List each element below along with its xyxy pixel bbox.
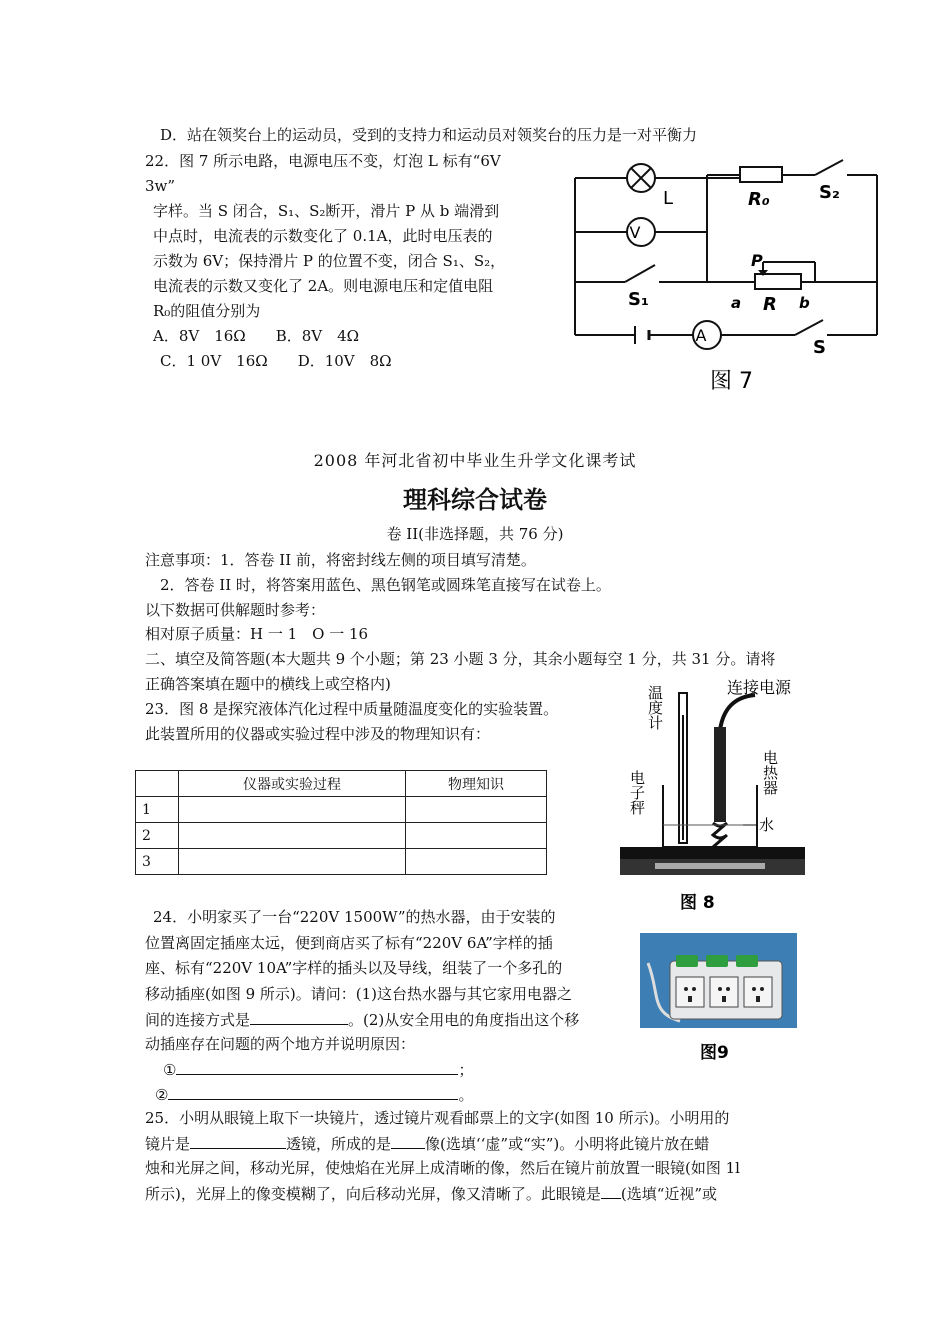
q24-line-3: 座、标有“220V 10A”字样的插头以及导线，组装了一个多孔的 <box>145 959 563 977</box>
figure-9-power-strip <box>640 933 800 1063</box>
answer-blank[interactable] <box>190 1132 286 1149</box>
q25-line-3: 烛和光屏之间，移动光屏，使烛焰在光屏上成清晰的像，然后在镜片前放置一眼镜(如图 1l <box>145 1159 740 1177</box>
fig7-rheostat-label: R <box>763 294 777 315</box>
q22-line-5: 示数为 6V；保持滑片 P 的位置不变，闭合 S₁、S₂， <box>153 252 506 270</box>
q25-line-4 <box>145 1182 717 1205</box>
q24-line-6: 动插座存在问题的两个地方并说明原因： <box>145 1035 416 1053</box>
answer-end: 。 <box>458 1086 474 1104</box>
answer-cell[interactable] <box>179 849 406 875</box>
q22-line-7: R₀的阻值分别为 <box>153 302 261 320</box>
answer-marker: ② <box>155 1086 169 1104</box>
answer-blank[interactable] <box>391 1132 425 1149</box>
q22-line-1: 22．图 7 所示电路，电源电压不变，灯泡 L 标有“6V <box>145 152 501 170</box>
q22-options-ab: A．8V 16Ω B．8V 4Ω <box>153 327 360 345</box>
q25-text: 镜片是 <box>145 1135 191 1153</box>
answer-blank[interactable] <box>168 1083 458 1100</box>
q25-text: (选填“近视”或 <box>620 1185 718 1203</box>
q24-line-5 <box>145 1008 579 1031</box>
q22-line-6: 电流表的示数又变化了 2A。则电源电压和定值电阻 <box>153 277 494 295</box>
fig7-caption: 图 7 <box>710 369 753 394</box>
table-header-row <box>136 771 547 797</box>
row-number: 1 <box>136 797 179 823</box>
answer-blank[interactable] <box>250 1008 348 1025</box>
exam-title: 理科综合试卷 <box>403 485 547 514</box>
fig7-voltmeter-label: V <box>629 223 641 242</box>
fig7-slider-label: P <box>751 251 763 270</box>
q25-text: 所示)，光屏上的像变模糊了，向后移动光屏，像又清晰了。此眼镜是 <box>145 1185 601 1203</box>
q24-line-1: 24．小明家买了一台“220V 1500W”的热水器，由于安装的 <box>153 908 556 926</box>
fig7-ammeter-label: A <box>695 326 707 345</box>
fig8-thermometer-label: 温度计 <box>646 685 664 730</box>
fig7-end-a: a <box>731 294 742 312</box>
q24-text: 。(2)从安全用电的角度指出这个移 <box>348 1011 580 1029</box>
table-header-instrument: 仪器或实验过程 <box>179 771 406 797</box>
q25-line-1: 25．小明从眼镜上取下一块镜片，透过镜片观看邮票上的文字(如图 10 所示)。小明用的 <box>145 1109 730 1127</box>
fig8-scale-label: 电子秤 <box>628 770 646 815</box>
fig8-water-label: 水 <box>759 816 775 834</box>
table-row <box>136 797 547 823</box>
q22-line-2: 3w” <box>145 177 176 195</box>
section-2-line-1: 二、填空及简答题(本大题共 9 个小题；第 23 小题 3 分，其余小题每空 1 分，共 31 分。请将 <box>145 650 776 668</box>
reference-data: 以下数据可供解题时参考： <box>145 601 326 619</box>
figure-7-circuit <box>565 150 890 400</box>
q24-answer-2 <box>155 1083 473 1106</box>
q24-text: 间的连接方式是 <box>145 1011 251 1029</box>
answer-end: ； <box>458 1061 474 1079</box>
fig8-caption: 图 8 <box>680 893 715 913</box>
q22-line-3: 字样。当 S 闭合，S₁、S₂断开，滑片 P 从 b 端滑到 <box>153 202 500 220</box>
note-2: 2．答卷 II 时，将答案用蓝色、黑色钢笔或圆珠笔直接写在试卷上。 <box>160 576 611 594</box>
exam-subtitle: 卷 II(非选择题，共 76 分) <box>386 525 564 543</box>
q25-line-2 <box>145 1132 709 1155</box>
table-row <box>136 823 547 849</box>
q25-text: 像(选填‘‘虚”或“实”)。小明将此镜片放在蜡 <box>425 1135 710 1153</box>
q23-line-1: 23．图 8 是探究液体汽化过程中质量随温度变化的实验装置。 <box>145 700 559 718</box>
fig7-lamp-label: L <box>663 188 674 209</box>
fig8-power-label: 连接电源 <box>727 678 792 697</box>
answer-cell[interactable] <box>406 849 547 875</box>
fig7-s-label: S <box>813 337 826 358</box>
note-1: 注意事项：1．答卷 II 前，将密封线左侧的项目填写清楚。 <box>145 551 536 569</box>
q21-option-d: D．站在领奖台上的运动员，受到的支持力和运动员对领奖台的压力是一对平衡力 <box>160 126 698 144</box>
q23-line-2: 此装置所用的仪器或实验过程中涉及的物理知识有： <box>145 725 491 743</box>
q24-answer-1 <box>163 1058 473 1081</box>
q23-table <box>135 770 547 875</box>
section-2-line-2: 正确答案填在题中的横线上或空格内) <box>145 675 391 693</box>
answer-cell[interactable] <box>179 797 406 823</box>
q22-options-cd: C．1 0V 16Ω D．10V 8Ω <box>160 352 392 370</box>
answer-cell[interactable] <box>179 823 406 849</box>
q24-line-2: 位置离固定插座太远，便到商店买了标有“220V 6A”字样的插 <box>145 934 553 952</box>
table-row <box>136 849 547 875</box>
table-header-physics: 物理知识 <box>406 771 547 797</box>
fig7-s2-label: S₂ <box>819 182 840 203</box>
answer-blank[interactable] <box>601 1182 621 1199</box>
fig7-r0-label: R₀ <box>748 189 770 210</box>
answer-cell[interactable] <box>406 797 547 823</box>
q22-line-4: 中点时，电流表的示数变化了 0.1A，此时电压表的 <box>153 227 493 245</box>
figure-8-apparatus <box>615 675 815 920</box>
answer-blank[interactable] <box>176 1058 458 1075</box>
answer-cell[interactable] <box>406 823 547 849</box>
fig7-end-b: b <box>799 294 810 312</box>
row-number: 3 <box>136 849 179 875</box>
fig8-heater-label: 电热器 <box>761 750 779 795</box>
fig9-caption: 图9 <box>700 1043 729 1063</box>
row-number: 2 <box>136 823 179 849</box>
atomic-mass: 相对原子质量：H 一 1 O 一 16 <box>145 625 369 643</box>
answer-marker: ① <box>163 1061 177 1079</box>
fig7-s1-label: S₁ <box>628 289 649 310</box>
exam-header: 2008 年河北省初中毕业生升学文化课考试 <box>313 451 637 470</box>
table-cell <box>136 771 179 797</box>
q24-line-4: 移动插座(如图 9 所示)。请问：(1)这台热水器与其它家用电器之 <box>145 985 573 1003</box>
q25-text: 透镜，所成的是 <box>286 1135 392 1153</box>
